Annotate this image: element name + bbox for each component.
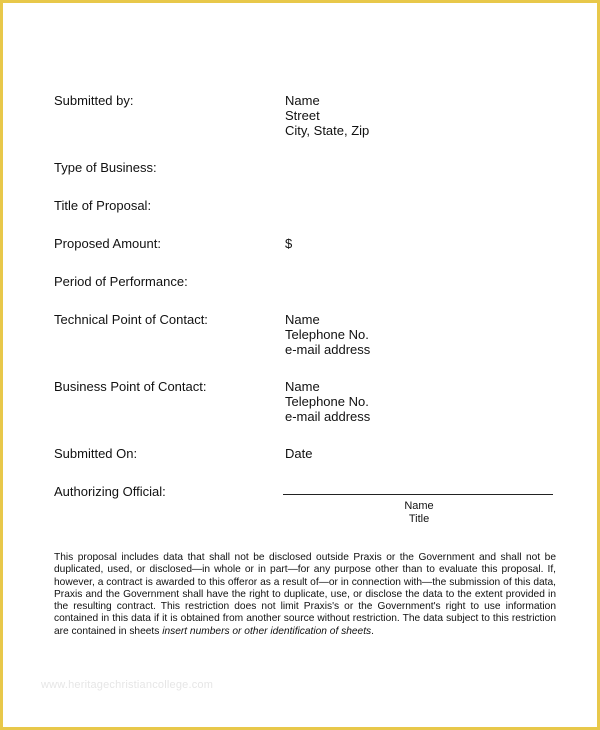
submitted-by-label: Submitted by: [54,93,134,108]
business-contact-label: Business Point of Contact: [54,379,207,394]
technical-contact-email: e-mail address [285,342,371,357]
proposed-amount-label: Proposed Amount: [54,236,161,251]
submitted-by-value [285,93,369,138]
period-of-performance-label: Period of Performance: [54,274,188,289]
technical-contact-name: Name [285,312,320,327]
proprietary-notice [54,552,556,638]
technical-contact-phone: Telephone No. [285,327,369,342]
business-contact-value [285,379,370,424]
notice-end: . [371,625,374,637]
business-contact-phone: Telephone No. [285,394,369,409]
notice-text: This proposal includes data that shall not be disclosed outside Praxis or the Government and shall not be duplicated, used, or disclosed—in whole or in part—for any purpose other than to evaluate this proposal. If, however, a contract is awarded to this offeror as a result of—or in connection with—the submission of this data, Praxis and the Government shall have the right to duplicate, use, or disclose the data to the extent provided in the resulting contract. This restriction does not limit Praxis's or the Government's right to use information contained in this data if it is obtained from another source without restriction. The data subject to this restriction are contained in sheets [54,552,556,637]
submitted-by-city: City, State, Zip [285,123,370,138]
notice-italic-text: insert numbers or other identification of sheets [162,625,372,637]
technical-contact-label: Technical Point of Contact: [54,312,208,327]
technical-contact-value [285,312,370,357]
type-of-business-label: Type of Business: [54,160,157,175]
authorizing-official-label: Authorizing Official: [54,484,166,499]
signature-caption-title: Title [408,513,430,525]
watermark: www.heritagechristiancollege.com [41,679,214,691]
business-contact-name: Name [285,379,320,394]
title-of-proposal-label: Title of Proposal: [54,198,152,213]
business-contact-email: e-mail address [285,409,371,424]
signature-caption-name: Name [404,500,434,512]
signature-line [283,494,553,495]
submitted-by-name: Name [285,93,320,108]
submitted-on-value: Date [285,446,313,461]
submitted-by-street: Street [285,108,320,123]
proposed-amount-value: $ [285,236,293,251]
submitted-on-label: Submitted On: [54,446,138,461]
